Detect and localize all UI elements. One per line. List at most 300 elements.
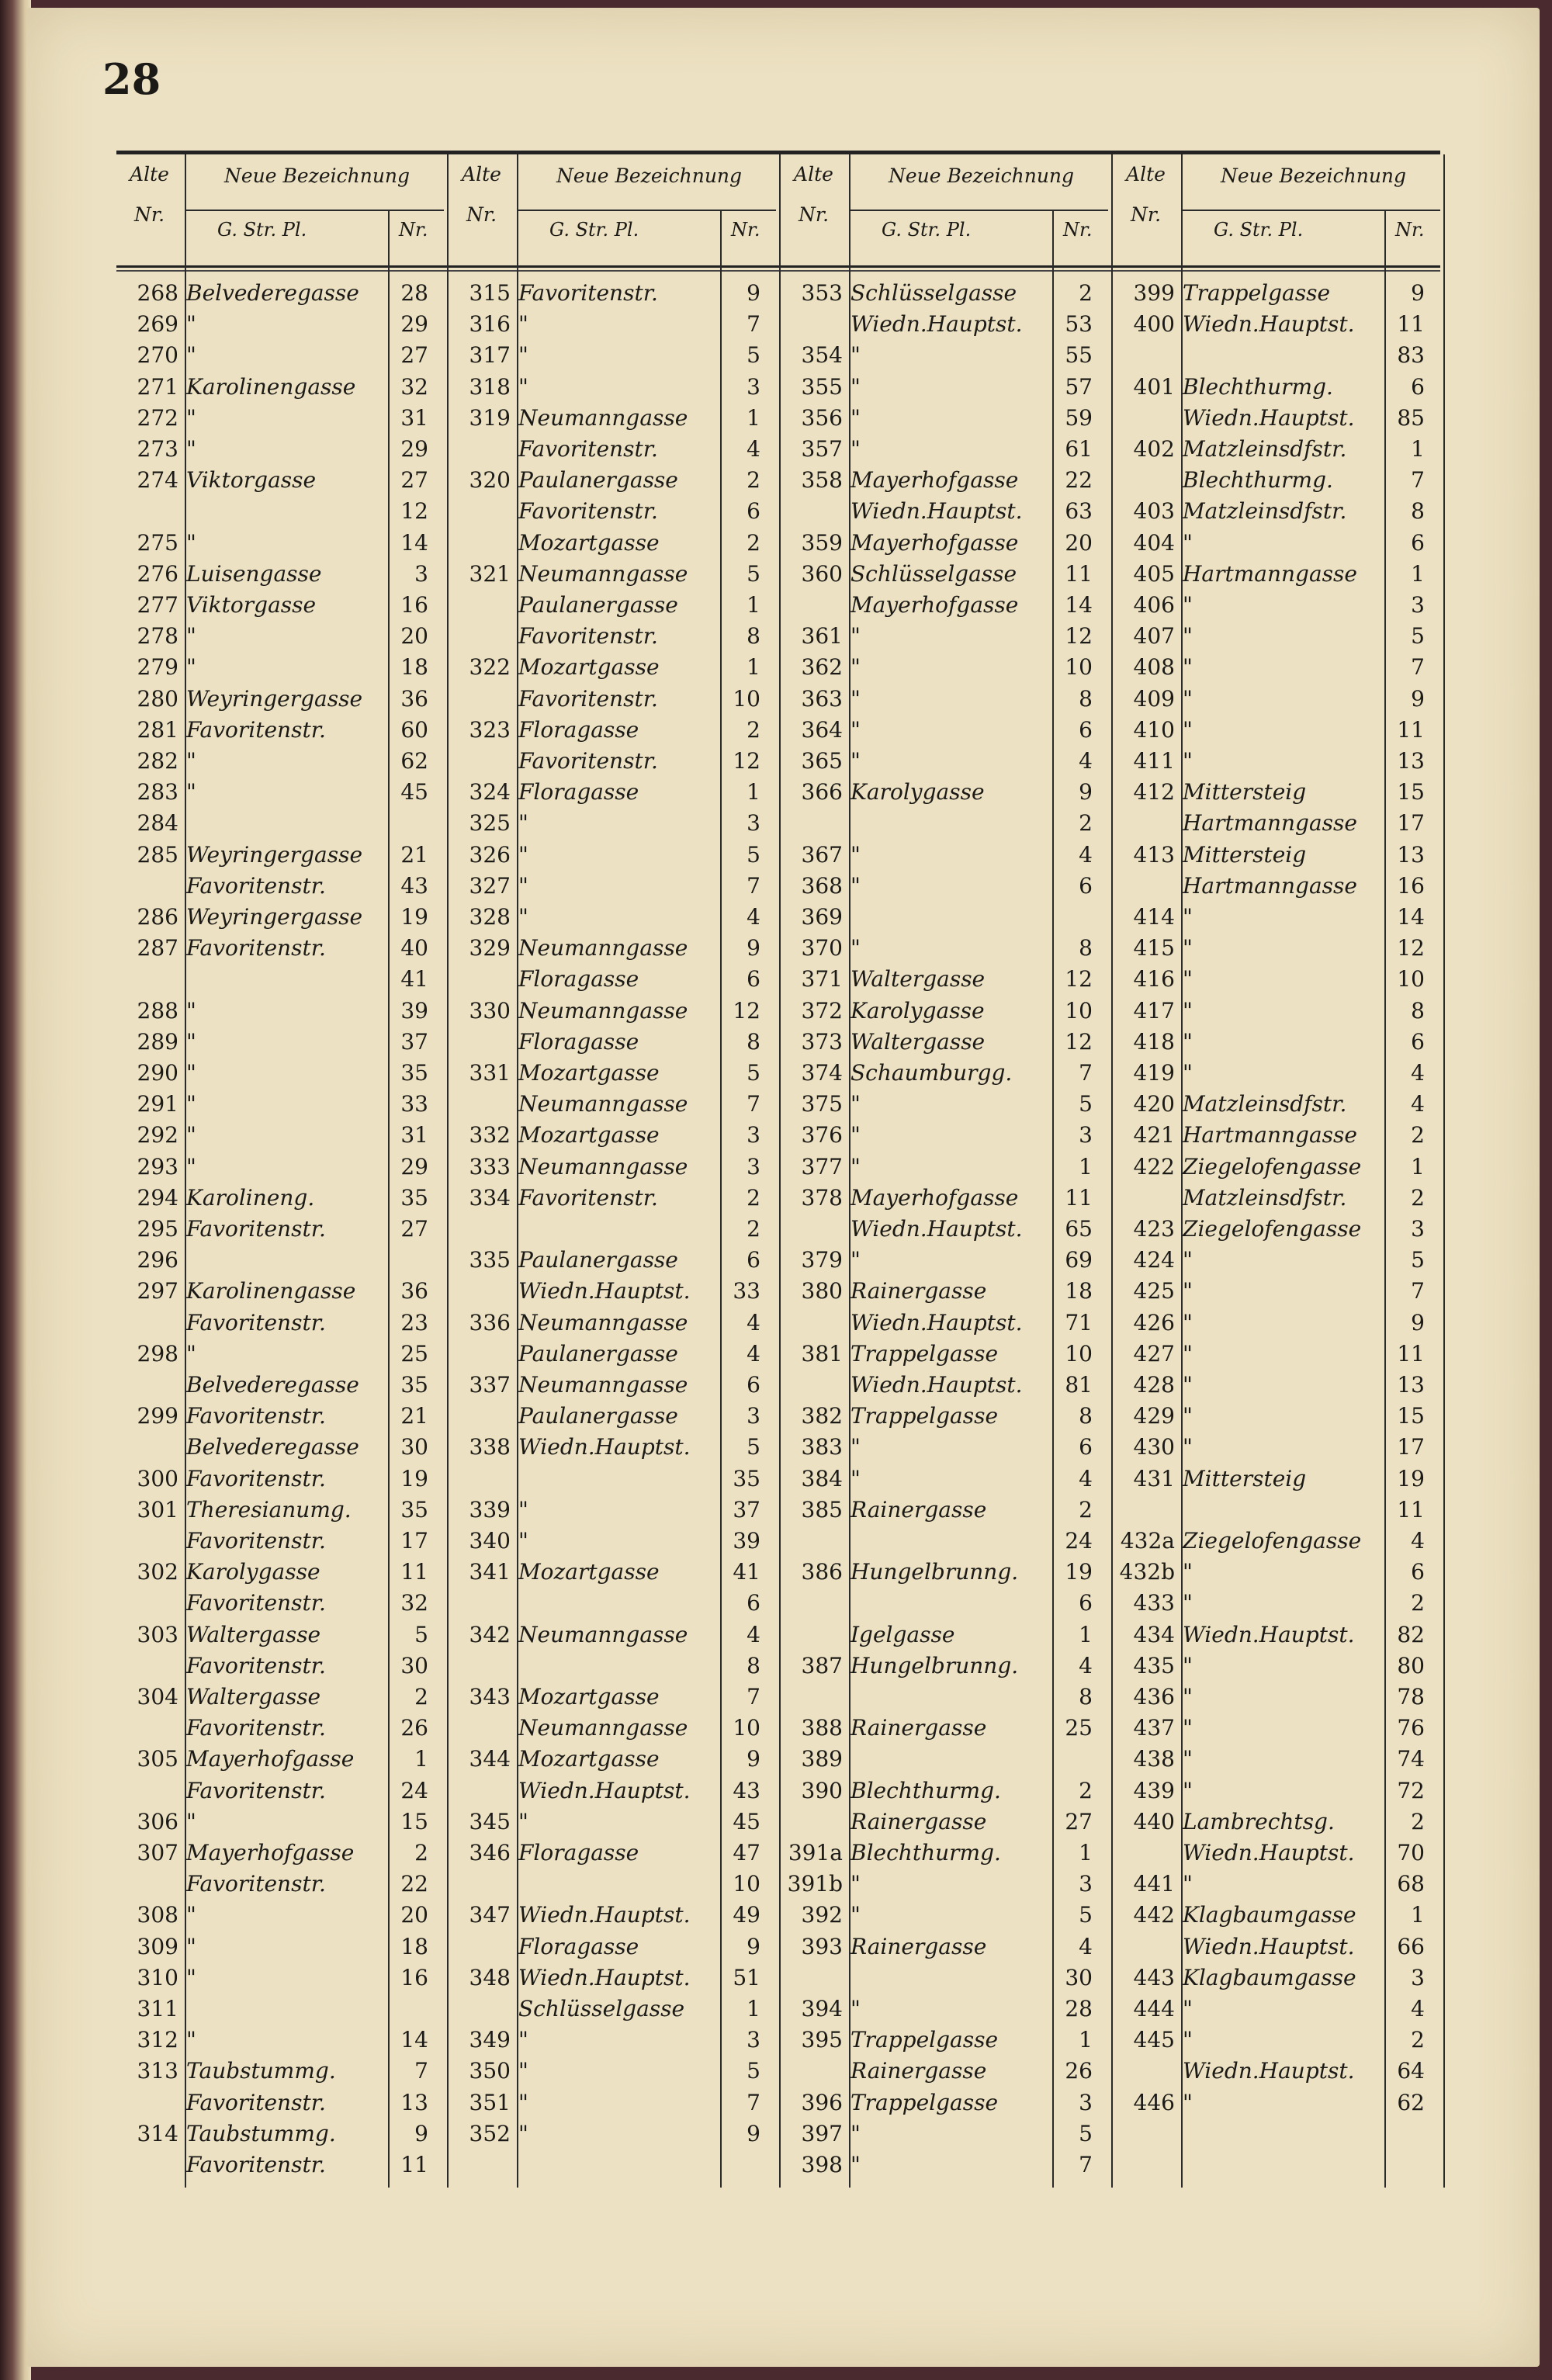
table-row	[781, 1526, 1108, 1557]
street-name: Favoritenstr.	[186, 1403, 326, 1429]
house-nr: 5	[747, 2058, 760, 2084]
alte-nr: 442	[1133, 1902, 1175, 1928]
house-nr: 60	[400, 716, 428, 743]
table-row	[116, 1308, 444, 1339]
house-nr: 32	[400, 373, 428, 400]
house-nr: 16	[1397, 872, 1425, 899]
street-name: Wiedn.Hauptst.	[850, 1372, 1023, 1398]
street-name: "	[186, 311, 196, 338]
table-row	[781, 621, 1108, 652]
table-row	[1113, 652, 1440, 683]
house-nr: 6	[747, 1247, 760, 1273]
street-name: Rainergasse	[850, 2058, 987, 2084]
alte-nr: 303	[137, 1621, 178, 1647]
table-row	[449, 808, 776, 839]
house-nr: 39	[733, 1528, 760, 1554]
street-name: "	[518, 311, 528, 338]
street-name: Blechthurmg.	[850, 1777, 1001, 1803]
house-nr: 10	[1065, 997, 1093, 1024]
table-row	[1113, 715, 1440, 746]
street-name: Mozartgasse	[518, 529, 660, 556]
street-name: "	[1183, 1309, 1193, 1336]
alte-nr: 284	[137, 810, 178, 837]
street-name: "	[1183, 592, 1193, 618]
street-name: Neumanngasse	[518, 997, 688, 1024]
table-row	[116, 278, 444, 309]
alte-nr: 420	[1133, 1091, 1175, 1117]
street-name: Floragasse	[518, 1028, 639, 1055]
house-nr: 41	[733, 1559, 760, 1585]
table-row	[781, 1432, 1108, 1463]
street-name: "	[518, 342, 528, 369]
street-name: Schlüsselgasse	[850, 280, 1017, 306]
alte-nr: 340	[469, 1528, 511, 1554]
street-name: Wiedn.Hauptst.	[518, 1902, 691, 1928]
alte-nr: 292	[137, 1122, 178, 1148]
street-name: "	[186, 997, 196, 1024]
alte-nr: 347	[469, 1902, 511, 1928]
house-nr: 2	[1079, 810, 1093, 837]
table-row	[449, 1682, 776, 1713]
street-name: "	[186, 2027, 196, 2053]
street-name: Schlüsselgasse	[518, 1996, 685, 2021]
alte-nr: 272	[137, 404, 178, 431]
table-row	[781, 1089, 1108, 1120]
table-row	[116, 1214, 444, 1245]
house-nr: 4	[747, 436, 760, 462]
alte-nr: 313	[137, 2058, 178, 2084]
table-row	[1113, 1120, 1440, 1151]
alte-nr: 374	[801, 1060, 843, 1086]
street-name: Trappelgasse	[850, 1403, 999, 1429]
table-row	[449, 2087, 776, 2118]
house-nr: 5	[747, 1434, 760, 1460]
street-name: Mittersteig	[1183, 841, 1307, 868]
house-nr: 4	[747, 904, 760, 930]
house-nr: 3	[1411, 592, 1425, 618]
table-row	[781, 933, 1108, 964]
house-nr: 25	[400, 1340, 428, 1367]
house-nr: 12	[400, 498, 428, 525]
house-nr: 12	[733, 748, 760, 774]
table-row	[781, 1308, 1108, 1339]
street-name: "	[850, 716, 861, 743]
table-row	[781, 746, 1108, 777]
alte-nr: 411	[1133, 748, 1175, 774]
table-row	[781, 1838, 1108, 1869]
street-name: "	[1183, 1996, 1193, 2021]
house-nr: 3	[1411, 1964, 1425, 1990]
table-row	[1113, 1464, 1440, 1495]
alte-nr: 312	[137, 2027, 178, 2053]
table-row	[449, 1120, 776, 1151]
table-row	[1113, 1152, 1440, 1183]
header-sub-rule	[849, 210, 1108, 211]
street-name: Favoritenstr.	[518, 1184, 658, 1211]
alte-nr: 431	[1133, 1465, 1175, 1491]
house-nr: 12	[1065, 1028, 1093, 1055]
house-nr: 19	[400, 904, 428, 930]
house-nr: 27	[400, 342, 428, 369]
street-name: "	[518, 872, 528, 899]
alte-nr: 307	[137, 1840, 178, 1866]
alte-nr: 439	[1133, 1777, 1175, 1803]
table-row	[116, 1464, 444, 1495]
alte-nr: 398	[801, 2152, 843, 2177]
house-nr: 71	[1065, 1309, 1093, 1336]
house-nr: 4	[747, 1309, 760, 1336]
table-row	[116, 1152, 444, 1183]
house-nr: 1	[1079, 1840, 1093, 1866]
alte-nr: 415	[1133, 935, 1175, 961]
table-row	[449, 1027, 776, 1058]
alte-nr: 353	[801, 280, 843, 306]
table-row	[1113, 1994, 1440, 2025]
street-name: Paulanergasse	[518, 1403, 678, 1429]
table-row	[449, 528, 776, 559]
street-name: Matzleinsdfstr.	[1183, 436, 1347, 462]
street-name: Hungelbrunng.	[850, 1559, 1019, 1585]
street-name: "	[518, 2089, 528, 2115]
house-nr: 4	[1079, 1465, 1093, 1491]
table-row	[116, 777, 444, 808]
street-name: Hungelbrunng.	[850, 1652, 1019, 1678]
table-row	[781, 1651, 1108, 1682]
table-row	[116, 528, 444, 559]
street-name: "	[186, 1153, 196, 1180]
street-name: Blechthurmg.	[1183, 467, 1333, 494]
table-row	[781, 496, 1108, 527]
street-name: Paulanergasse	[518, 467, 678, 494]
house-nr: 36	[400, 1278, 428, 1304]
house-nr: 2	[747, 467, 760, 494]
table-row	[449, 777, 776, 808]
table-row	[449, 1495, 776, 1526]
alte-nr: 437	[1133, 1715, 1175, 1741]
house-nr: 12	[1065, 966, 1093, 993]
alte-nr: 332	[469, 1122, 511, 1148]
street-name: Neumanngasse	[518, 1153, 688, 1180]
house-nr: 7	[1411, 1278, 1425, 1304]
table-row	[449, 1464, 776, 1495]
alte-nr: 346	[469, 1840, 511, 1866]
table-top-rule	[116, 151, 1440, 154]
house-nr: 4	[1079, 841, 1093, 868]
table-row	[1113, 746, 1440, 777]
street-name: Wiedn.Hauptst.	[518, 1964, 691, 1990]
street-name: Favoritenstr.	[186, 872, 326, 899]
alte-nr: 342	[469, 1621, 511, 1647]
table-row	[781, 2025, 1108, 2056]
street-name: "	[186, 529, 196, 556]
table-row	[116, 902, 444, 933]
house-nr: 19	[1065, 1559, 1093, 1585]
street-name: "	[850, 1902, 861, 1928]
street-name: "	[186, 1028, 196, 1055]
table-row	[449, 1807, 776, 1838]
table-row	[449, 1963, 776, 1994]
house-nr: 27	[1065, 1808, 1093, 1834]
table-row	[781, 715, 1108, 746]
street-name: Favoritenstr.	[186, 935, 326, 961]
street-name: "	[1183, 748, 1193, 774]
house-nr: 76	[1397, 1715, 1425, 1741]
street-name: Favoritenstr.	[518, 623, 658, 650]
alte-nr: 345	[469, 1808, 511, 1834]
house-nr: 1	[1411, 1902, 1425, 1928]
alte-nr: 440	[1133, 1808, 1175, 1834]
street-name: Hartmanngasse	[1183, 560, 1357, 587]
alte-nr: 367	[801, 841, 843, 868]
alte-nr: 315	[469, 280, 511, 306]
header-nr-sub-label: Nr.	[1063, 219, 1093, 241]
house-nr: 3	[414, 560, 428, 587]
street-name: Mozartgasse	[518, 1559, 660, 1585]
table-row	[116, 309, 444, 340]
alte-nr: 405	[1133, 560, 1175, 587]
table-row	[1113, 1245, 1440, 1276]
street-name: "	[850, 1434, 861, 1460]
column-divider	[1443, 154, 1445, 2188]
alte-nr: 371	[801, 966, 843, 993]
street-name: Favoritenstr.	[186, 2152, 326, 2177]
house-nr: 35	[400, 1372, 428, 1398]
alte-nr: 359	[801, 529, 843, 556]
alte-nr: 344	[469, 1746, 511, 1772]
house-nr: 5	[1411, 623, 1425, 650]
table-row	[781, 2087, 1108, 2118]
house-nr: 4	[1411, 1528, 1425, 1554]
alte-nr: 378	[801, 1184, 843, 1211]
house-nr: 1	[1079, 1153, 1093, 1180]
house-nr: 16	[400, 592, 428, 618]
alte-nr: 321	[469, 560, 511, 587]
house-nr: 11	[1397, 716, 1425, 743]
table-row	[116, 1713, 444, 1744]
street-name: Karolygasse	[186, 1559, 320, 1585]
table-row	[449, 340, 776, 371]
alte-nr: 368	[801, 872, 843, 899]
alte-nr: 289	[137, 1028, 178, 1055]
street-name: "	[518, 841, 528, 868]
street-name: Mayerhofgasse	[850, 529, 1019, 556]
house-nr: 7	[1079, 2152, 1093, 2177]
house-nr: 7	[1411, 467, 1425, 494]
table-row	[449, 559, 776, 590]
street-name: Favoritenstr.	[186, 716, 326, 743]
table-row	[1113, 2087, 1440, 2118]
street-name: Favoritenstr.	[518, 498, 658, 525]
street-name: Hartmanngasse	[1183, 872, 1357, 899]
house-nr: 11	[400, 1559, 428, 1585]
alte-nr: 288	[137, 997, 178, 1024]
house-nr: 3	[747, 1122, 760, 1148]
alte-nr: 408	[1133, 654, 1175, 681]
house-nr: 22	[400, 1871, 428, 1897]
table-row	[1113, 1869, 1440, 1900]
house-nr: 40	[400, 935, 428, 961]
street-name: Wiedn.Hauptst.	[518, 1777, 691, 1803]
house-nr: 6	[1411, 1028, 1425, 1055]
street-name: "	[518, 1496, 528, 1523]
header-street-label: G. Str. Pl.	[1214, 219, 1304, 241]
alte-nr: 400	[1133, 311, 1175, 338]
table-row	[781, 1682, 1108, 1713]
alte-nr: 354	[801, 342, 843, 369]
house-nr: 14	[1397, 904, 1425, 930]
street-name: "	[850, 841, 861, 868]
alte-nr: 301	[137, 1496, 178, 1523]
house-nr: 7	[1079, 1060, 1093, 1086]
table-row	[449, 1152, 776, 1183]
house-nr: 37	[400, 1028, 428, 1055]
alte-nr: 333	[469, 1153, 511, 1180]
street-name: "	[186, 654, 196, 681]
street-name: Matzleinsdfstr.	[1183, 498, 1347, 525]
street-name: "	[850, 2120, 861, 2146]
alte-nr: 341	[469, 1559, 511, 1585]
street-name: Wiedn.Hauptst.	[518, 1278, 691, 1304]
street-name: Favoritenstr.	[186, 1465, 326, 1491]
street-name: Waltergasse	[850, 966, 986, 993]
table-row	[1113, 1370, 1440, 1401]
alte-nr: 407	[1133, 623, 1175, 650]
table-row	[449, 902, 776, 933]
table-row	[116, 1744, 444, 1775]
table-row	[781, 652, 1108, 683]
table-row	[116, 1401, 444, 1432]
street-name: "	[1183, 1403, 1193, 1429]
house-nr: 45	[400, 779, 428, 805]
street-name: Theresianumg.	[186, 1496, 352, 1523]
house-nr: 6	[1411, 373, 1425, 400]
table-row	[116, 1526, 444, 1557]
table-row	[116, 1838, 444, 1869]
street-name: Ziegelofengasse	[1183, 1528, 1362, 1554]
house-nr: 3	[747, 1153, 760, 1180]
table-row	[781, 278, 1108, 309]
street-name: Neumanngasse	[518, 1091, 688, 1117]
street-name: Floragasse	[518, 716, 639, 743]
table-row	[781, 964, 1108, 995]
alte-nr: 424	[1133, 1247, 1175, 1273]
alte-nr: 430	[1133, 1434, 1175, 1460]
house-nr: 70	[1397, 1840, 1425, 1866]
street-name: Wiedn.Hauptst.	[850, 311, 1023, 338]
alte-nr: 357	[801, 436, 843, 462]
street-name: Karolineng.	[186, 1184, 315, 1211]
house-nr: 9	[747, 1746, 760, 1772]
house-nr: 36	[400, 685, 428, 712]
table-row	[449, 871, 776, 902]
street-name: "	[1183, 716, 1193, 743]
table-row	[781, 1027, 1108, 1058]
alte-nr: 279	[137, 654, 178, 681]
street-name: "	[1183, 1559, 1193, 1585]
street-name: Rainergasse	[850, 1496, 987, 1523]
table-row	[449, 2056, 776, 2087]
house-nr: 3	[1079, 2089, 1093, 2115]
house-nr: 7	[747, 1091, 760, 1117]
street-name: "	[850, 685, 861, 712]
street-name: Waltergasse	[186, 1684, 321, 1710]
alte-nr: 444	[1133, 1996, 1175, 2021]
street-name: "	[850, 436, 861, 462]
house-nr: 30	[400, 1652, 428, 1678]
table-row	[1113, 1807, 1440, 1838]
table-row	[116, 1807, 444, 1838]
street-name: "	[850, 1871, 861, 1897]
table-row	[1113, 1620, 1440, 1651]
table-row	[1113, 1276, 1440, 1307]
street-name: Taubstummg.	[186, 2058, 336, 2084]
table-row	[449, 309, 776, 340]
table-row	[449, 1651, 776, 1682]
house-nr: 35	[400, 1184, 428, 1211]
table-row	[116, 2056, 444, 2087]
alte-nr: 419	[1133, 1060, 1175, 1086]
house-nr: 62	[400, 748, 428, 774]
alte-nr: 319	[469, 404, 511, 431]
alte-nr: 404	[1133, 529, 1175, 556]
house-nr: 6	[747, 1590, 760, 1616]
alte-nr: 441	[1133, 1871, 1175, 1897]
street-name: Rainergasse	[850, 1808, 987, 1834]
alte-nr: 305	[137, 1746, 178, 1772]
street-name: Floragasse	[518, 779, 639, 805]
house-nr: 10	[733, 1715, 760, 1741]
alte-nr: 311	[137, 1996, 178, 2021]
street-name: Mayerhofgasse	[186, 1746, 355, 1772]
street-name: "	[186, 623, 196, 650]
table-row	[449, 372, 776, 403]
street-name: Mittersteig	[1183, 1465, 1307, 1491]
house-nr: 21	[400, 1403, 428, 1429]
house-nr: 2	[1411, 1808, 1425, 1834]
house-nr: 26	[1065, 2058, 1093, 2084]
house-nr: 5	[1079, 2120, 1093, 2146]
alte-nr: 432b	[1119, 1559, 1175, 1585]
table-row	[781, 1744, 1108, 1775]
street-name: Viktorgasse	[186, 592, 317, 618]
table-row	[116, 1900, 444, 1931]
house-nr: 9	[1411, 1309, 1425, 1336]
house-nr: 2	[747, 529, 760, 556]
table-row	[781, 1900, 1108, 1931]
alte-nr: 406	[1133, 592, 1175, 618]
house-nr: 11	[1397, 1496, 1425, 1523]
street-name: Belvederegasse	[186, 1434, 359, 1460]
table-row	[449, 746, 776, 777]
house-nr: 4	[747, 1621, 760, 1647]
table-row	[449, 1588, 776, 1619]
street-name: Klagbaumgasse	[1183, 1902, 1356, 1928]
table-row	[449, 1245, 776, 1276]
alte-nr: 294	[137, 1184, 178, 1211]
table-row	[449, 652, 776, 683]
street-name: Neumanngasse	[518, 560, 688, 587]
table-row	[449, 465, 776, 496]
table-row	[1113, 1651, 1440, 1682]
alte-nr: 397	[801, 2120, 843, 2146]
table-row	[449, 621, 776, 652]
table-row	[1113, 1308, 1440, 1339]
house-nr: 2	[414, 1840, 428, 1866]
street-name: Favoritenstr.	[186, 1871, 326, 1897]
house-nr: 1	[1411, 1153, 1425, 1180]
house-nr: 78	[1397, 1684, 1425, 1710]
alte-nr: 339	[469, 1496, 511, 1523]
